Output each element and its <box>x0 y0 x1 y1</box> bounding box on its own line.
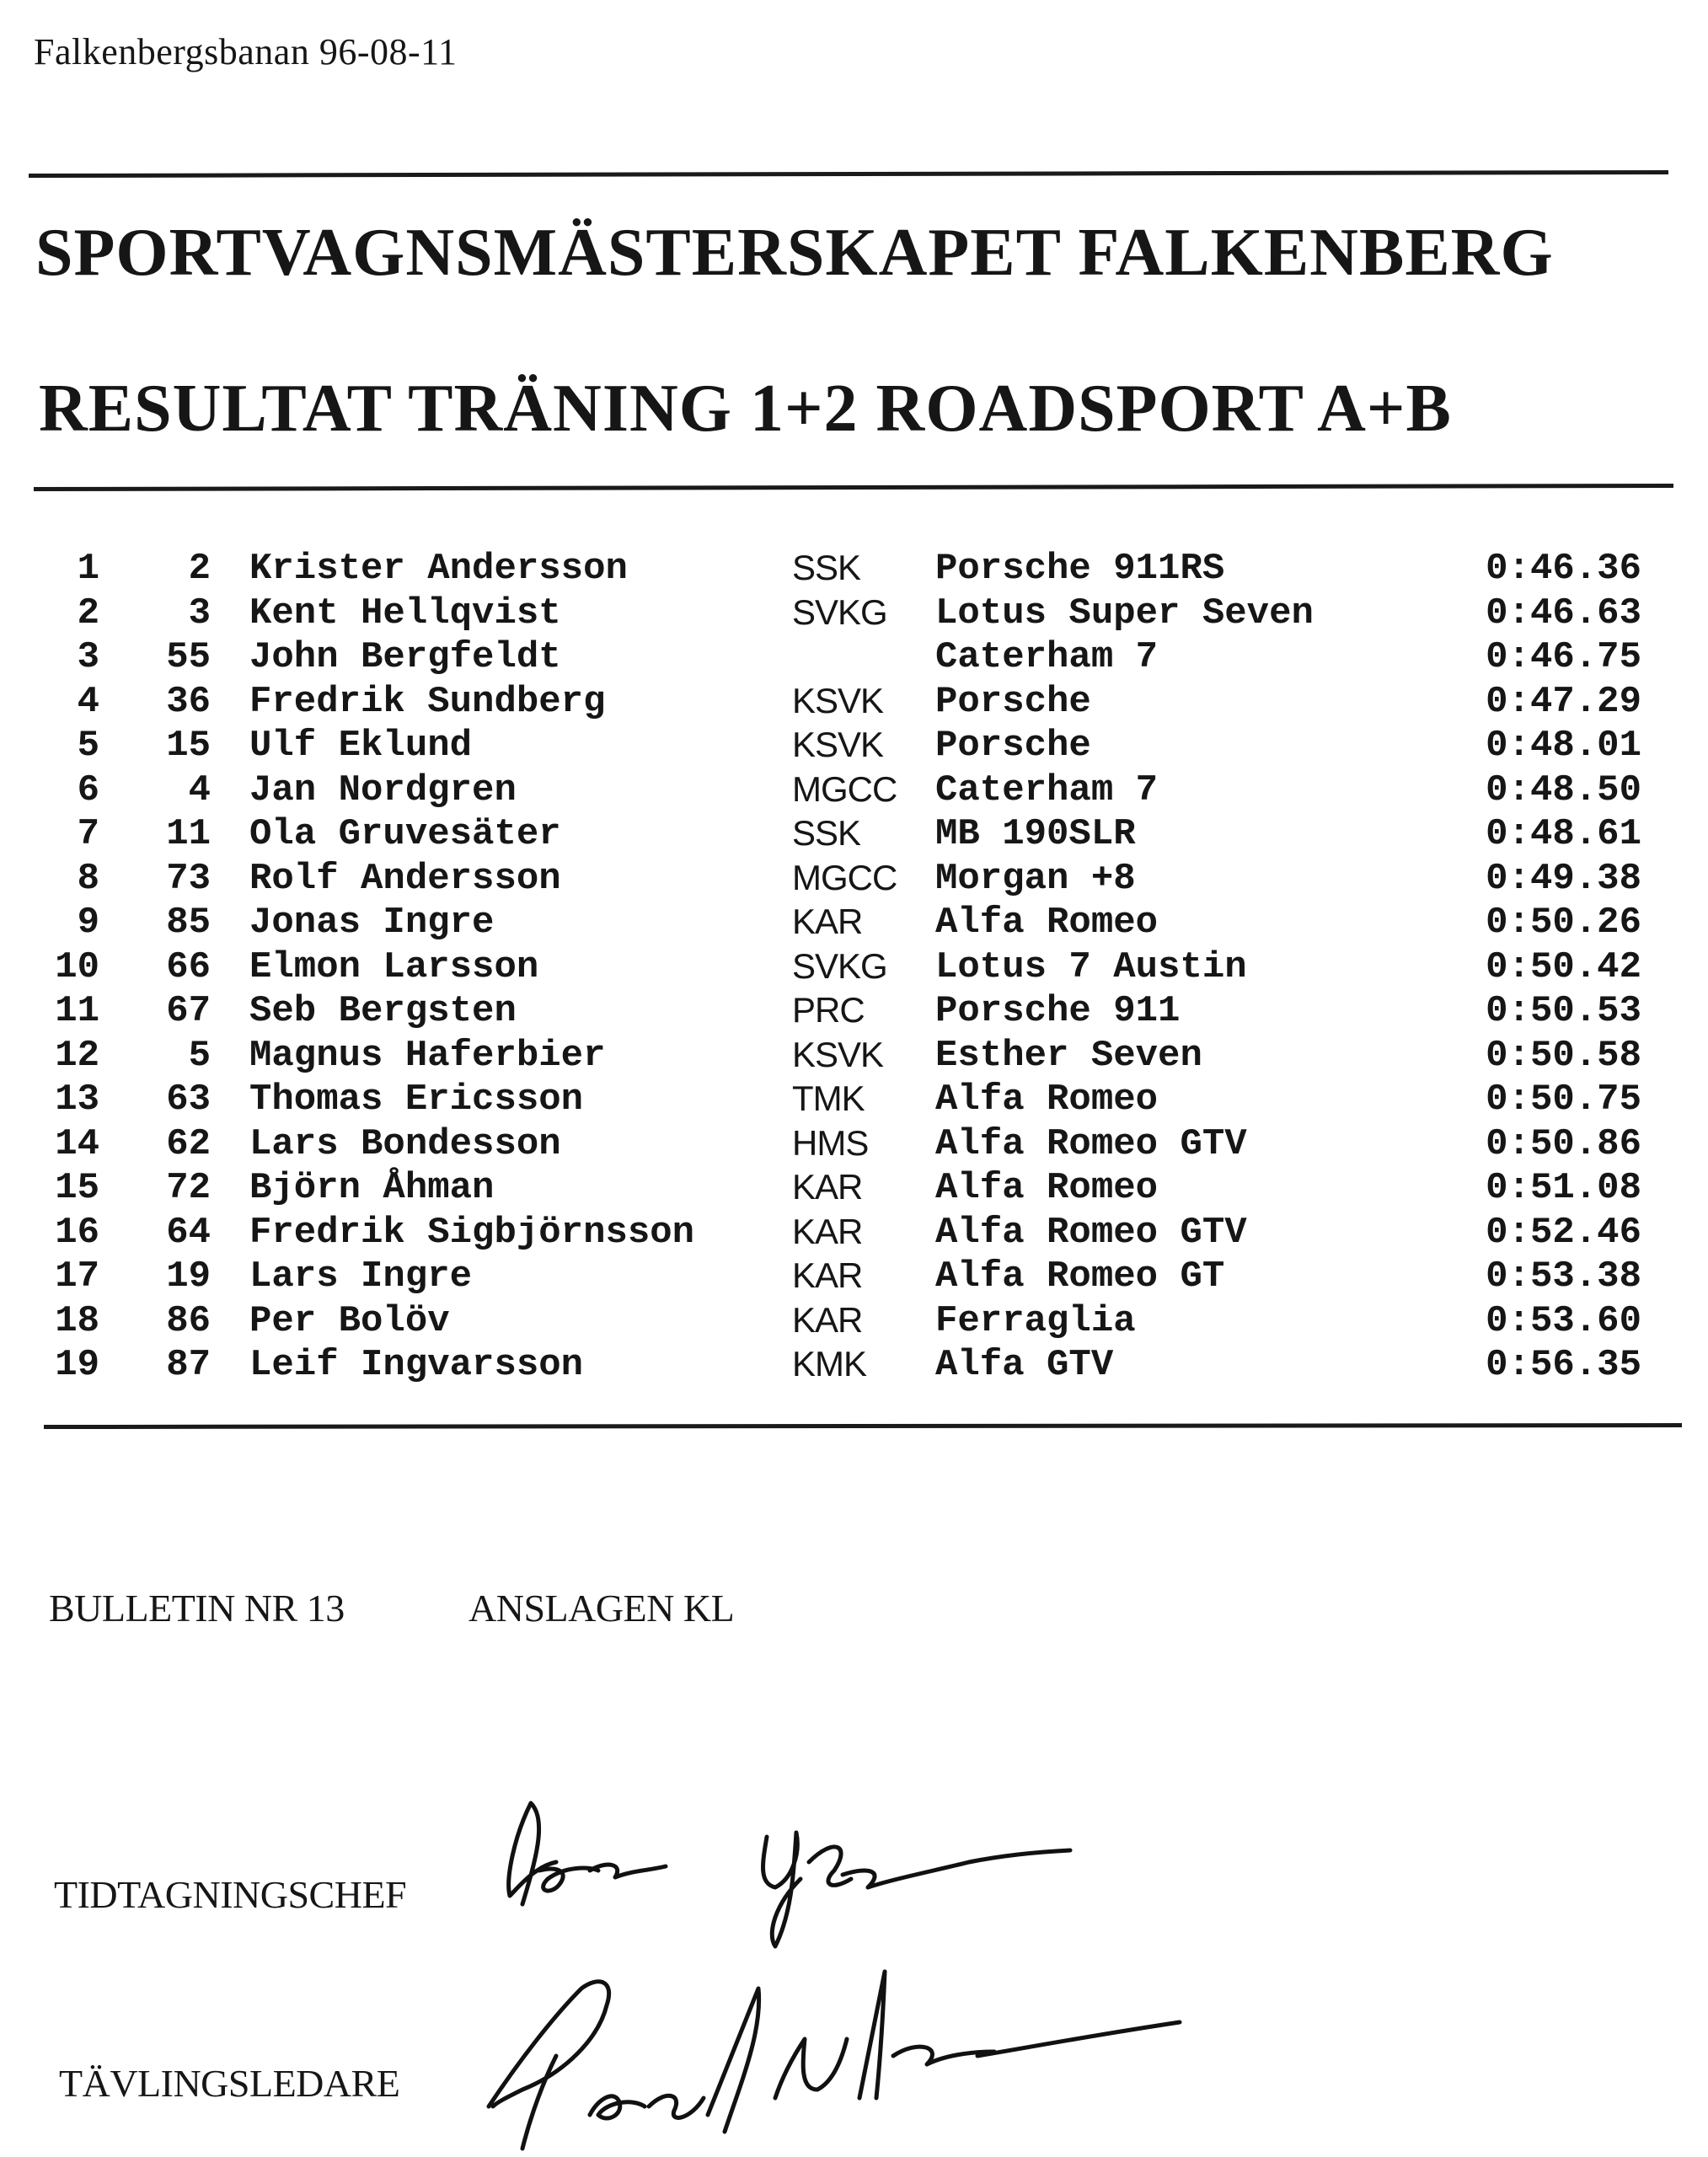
result-position: 15 <box>55 1167 99 1209</box>
result-car-number: 67 <box>166 990 211 1032</box>
result-club: KAR <box>792 1255 863 1295</box>
result-lap-time: 0:50.75 <box>1486 1078 1641 1121</box>
result-position: 12 <box>55 1034 99 1077</box>
result-driver-name: Leif Ingvarsson <box>249 1344 584 1386</box>
result-row <box>0 990 1708 1034</box>
result-row <box>0 946 1708 990</box>
result-car-model: Alfa Romeo <box>935 1078 1159 1121</box>
result-club: KSVK <box>792 680 884 720</box>
posted-time-label: ANSLAGEN KL <box>468 1587 735 1630</box>
result-car-number: 36 <box>166 680 211 723</box>
result-lap-time: 0:50.58 <box>1486 1034 1641 1077</box>
result-car-model: Esther Seven <box>935 1034 1202 1077</box>
result-car-model: Alfa Romeo GT <box>935 1255 1225 1298</box>
result-car-number: 72 <box>166 1167 211 1209</box>
result-lap-time: 0:46.36 <box>1486 548 1641 590</box>
document-title: SPORTVAGNSMÄSTERSKAPET FALKENBERG <box>35 216 1554 290</box>
result-club: KAR <box>792 1299 863 1340</box>
result-club: KSVK <box>792 1034 884 1074</box>
result-car-number: 3 <box>188 591 211 634</box>
result-lap-time: 0:50.53 <box>1486 990 1641 1032</box>
timing-chief-signature <box>497 1786 1087 1955</box>
result-car-model: Ferraglia <box>935 1299 1136 1342</box>
result-car-number: 85 <box>166 902 211 944</box>
result-row <box>0 813 1708 857</box>
result-car-model: Porsche <box>935 680 1091 723</box>
result-position: 10 <box>55 945 99 988</box>
result-club: KAR <box>792 1167 863 1207</box>
result-lap-time: 0:52.46 <box>1486 1211 1641 1254</box>
result-position: 1 <box>77 548 99 590</box>
result-lap-time: 0:53.60 <box>1486 1299 1641 1342</box>
result-row <box>0 1123 1708 1167</box>
result-driver-name: Seb Bergsten <box>249 990 517 1032</box>
result-lap-time: 0:56.35 <box>1486 1344 1641 1386</box>
result-club: SVKG <box>792 945 887 986</box>
result-driver-name: Lars Ingre <box>249 1255 473 1298</box>
result-club: SSK <box>792 813 861 853</box>
result-club: KMK <box>792 1344 867 1384</box>
result-driver-name: John Bergfeldt <box>249 636 561 678</box>
result-car-model: Lotus Super Seven <box>935 591 1314 634</box>
result-club: SSK <box>792 548 861 587</box>
result-lap-time: 0:49.38 <box>1486 857 1641 900</box>
result-position: 16 <box>55 1211 99 1254</box>
result-car-number: 87 <box>166 1344 211 1386</box>
result-driver-name: Jonas Ingre <box>249 902 495 944</box>
result-lap-time: 0:50.42 <box>1486 945 1641 988</box>
venue-date: Falkenbergsbanan 96-08-11 <box>34 31 458 72</box>
result-club: MGCC <box>792 857 897 897</box>
result-car-model: Morgan +8 <box>935 857 1136 900</box>
result-car-number: 63 <box>166 1078 211 1121</box>
result-car-number: 11 <box>166 813 211 855</box>
result-row <box>0 592 1708 636</box>
result-lap-time: 0:47.29 <box>1486 680 1641 723</box>
result-lap-time: 0:48.50 <box>1486 768 1641 811</box>
result-lap-time: 0:48.61 <box>1486 813 1641 855</box>
document-subtitle: RESULTAT TRÄNING 1+2 ROADSPORT A+B <box>39 372 1452 446</box>
result-car-model: Alfa GTV <box>935 1344 1114 1386</box>
result-position: 6 <box>77 768 99 811</box>
divider-top <box>29 170 1668 178</box>
result-driver-name: Ulf Eklund <box>249 725 473 767</box>
divider-bottom <box>44 1423 1682 1429</box>
divider-header <box>34 484 1673 491</box>
result-position: 17 <box>55 1255 99 1298</box>
result-car-model: Porsche 911 <box>935 990 1181 1032</box>
result-club: KAR <box>792 1211 863 1251</box>
result-car-number: 86 <box>166 1299 211 1342</box>
result-position: 8 <box>77 857 99 900</box>
result-row <box>0 1167 1708 1211</box>
result-row <box>0 1035 1708 1078</box>
result-club: TMK <box>792 1078 865 1118</box>
result-car-number: 15 <box>166 725 211 767</box>
result-car-model: MB 190SLR <box>935 813 1136 855</box>
result-position: 13 <box>55 1078 99 1121</box>
result-position: 19 <box>55 1344 99 1386</box>
result-position: 9 <box>77 902 99 944</box>
result-car-model: Alfa Romeo <box>935 1167 1159 1209</box>
result-row <box>0 725 1708 768</box>
result-club: KSVK <box>792 725 884 764</box>
bulletin-number: BULLETIN NR 13 <box>49 1587 345 1630</box>
result-position: 11 <box>55 990 99 1032</box>
result-lap-time: 0:46.75 <box>1486 636 1641 678</box>
result-lap-time: 0:48.01 <box>1486 725 1641 767</box>
result-club: SVKG <box>792 591 887 632</box>
result-club: PRC <box>792 990 865 1030</box>
result-car-number: 62 <box>166 1122 211 1165</box>
result-row <box>0 681 1708 725</box>
result-row <box>0 858 1708 902</box>
result-car-model: Caterham 7 <box>935 768 1159 811</box>
result-row <box>0 548 1708 591</box>
result-position: 14 <box>55 1122 99 1165</box>
result-driver-name: Rolf Andersson <box>249 857 561 900</box>
result-driver-name: Krister Andersson <box>249 548 628 590</box>
result-driver-name: Björn Åhman <box>249 1167 495 1209</box>
result-position: 18 <box>55 1299 99 1342</box>
result-club: MGCC <box>792 768 897 809</box>
result-lap-time: 0:50.86 <box>1486 1122 1641 1165</box>
result-driver-name: Thomas Ericsson <box>249 1078 584 1121</box>
result-car-model: Porsche <box>935 725 1091 767</box>
result-car-number: 4 <box>188 768 211 811</box>
result-position: 4 <box>77 680 99 723</box>
result-lap-time: 0:46.63 <box>1486 591 1641 634</box>
result-car-number: 5 <box>188 1034 211 1077</box>
result-row <box>0 1078 1708 1122</box>
race-director-label: TÄVLINGSLEDARE <box>59 2062 400 2105</box>
result-position: 7 <box>77 813 99 855</box>
result-driver-name: Fredrik Sundberg <box>249 680 606 723</box>
result-row <box>0 769 1708 813</box>
timing-chief-label: TIDTAGNINGSCHEF <box>54 1873 407 1916</box>
result-driver-name: Magnus Haferbier <box>249 1034 606 1077</box>
result-driver-name: Ola Gruvesäter <box>249 813 561 855</box>
result-club: HMS <box>792 1122 869 1163</box>
result-car-model: Porsche 911RS <box>935 548 1225 590</box>
result-driver-name: Lars Bondesson <box>249 1122 561 1165</box>
result-row <box>0 1344 1708 1388</box>
result-row <box>0 636 1708 680</box>
race-director-signature <box>472 1955 1197 2157</box>
result-driver-name: Kent Hellqvist <box>249 591 561 634</box>
result-row <box>0 902 1708 945</box>
result-car-number: 66 <box>166 945 211 988</box>
result-position: 2 <box>77 591 99 634</box>
result-driver-name: Fredrik Sigbjörnsson <box>249 1211 695 1254</box>
result-car-model: Alfa Romeo GTV <box>935 1211 1247 1254</box>
result-driver-name: Per Bolöv <box>249 1299 450 1342</box>
result-car-number: 64 <box>166 1211 211 1254</box>
result-car-number: 19 <box>166 1255 211 1298</box>
result-position: 5 <box>77 725 99 767</box>
result-car-model: Alfa Romeo GTV <box>935 1122 1247 1165</box>
result-position: 3 <box>77 636 99 678</box>
result-car-model: Caterham 7 <box>935 636 1159 678</box>
result-lap-time: 0:53.38 <box>1486 1255 1641 1298</box>
result-car-number: 2 <box>188 548 211 590</box>
result-club: KAR <box>792 902 863 941</box>
result-lap-time: 0:50.26 <box>1486 902 1641 944</box>
result-lap-time: 0:51.08 <box>1486 1167 1641 1209</box>
result-row <box>0 1212 1708 1255</box>
result-row <box>0 1255 1708 1299</box>
result-car-model: Lotus 7 Austin <box>935 945 1247 988</box>
result-car-model: Alfa Romeo <box>935 902 1159 944</box>
result-driver-name: Elmon Larsson <box>249 945 539 988</box>
result-row <box>0 1300 1708 1344</box>
result-car-number: 55 <box>166 636 211 678</box>
result-driver-name: Jan Nordgren <box>249 768 517 811</box>
result-car-number: 73 <box>166 857 211 900</box>
